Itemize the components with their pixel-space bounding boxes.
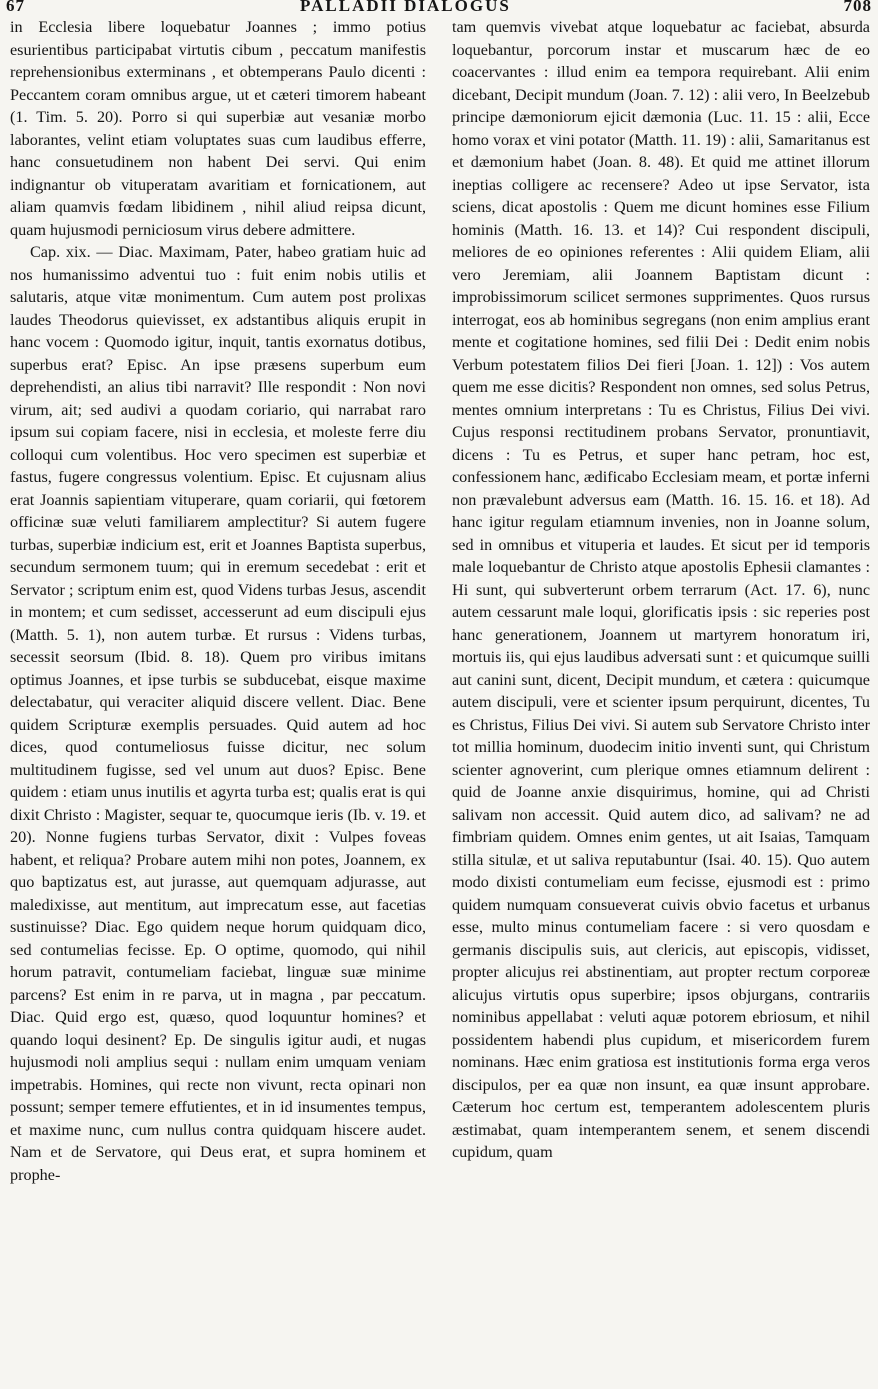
right-column [452,16,870,1386]
page-number-right: 708 [843,0,872,15]
left-paragraph-2: Cap. xix. — Diac. Maximam, Pater, habeo gratiam huic ad nos humanissimo adventui tuo : fuit enim nobis utilis et salutaris, atque vitæ monimentum. Cum autem post prolixas laudes Theodorus quievisset, ex adstantibus aliquis erupit in hanc vocem : Quomodo igitur, inquit, tantis exornatus dotibus, superbus erat? Episc. An ipse præsens superbum eum deprehendisti, an alius tibi narravit? Ille respondit : Non novi virum, ait; sed audivi a quodam coriario, qui narrabat raro ipsum sui copiam facere, nisi in ecclesia, et moleste ferre diu colloqui cum volentibus. Hoc vero specimen est superbiæ et fastus, fugere congressus volentium. Episc. Et cujusnam alius erat Joannis sapientiam vituperare, quam coriarii, qui fœtorem officinæ suæ veluti familiarem amplectitur? Si autem fugere turbas, superbiæ indicium est, erit et Joannes Baptista superbus, secundum sermonem tuum; qui in eremum secedebat : erit et Servator ; scriptum enim est, quod Videns turbas Jesus, ascendit in montem; et cum sedisset, accesserunt ad eum discipuli ejus (Matth. 5. 1), non autem turbæ. Et rursus : Videns turbas, secessit seorsum (Ibid. 8. 18). Quem pro viribus imitans optimus Joannes, et ipse turbis se subducebat, eisque maxime delectabatur, qui veraciter aliquid discere vellent. Diac. Bene quidem Scripturæ exemplis persuades. Quid autem ad hoc dices, quod contumeliosus fuisse dicitur, nec solum multitudinem fugisse, sed vel unum aut duos? Episc. Bene quidem : etiam unus inutilis et agyrta turba est; qualis erat is qui dixit Christo : Magister, sequar te, quocumque ieris (Ib. v. 19. et 20). Nonne fugiens turbas Servator, dixit : Vulpes foveas habent, et reliqua? Probare autem mihi non potes, Joannem, ex quo baptizatus est, aut jurasse, aut quemquam adjurasse, aut maledixisse, aut mentitum, aut imprecatum esse, aut facetias sustinuisse? Diac. Ego quidem neque horum quidquam dico, sed contumelias fecisse. Ep. O optime, quomodo, qui nihil horum patravit, contumeliam faciebat, linguæ suæ minime parcens? Est enim in re parva, ut in magna , par peccatum. Diac. Quid ergo est, quæso, quod loquuntur homines? et quando loqui desinent? Ep. De singulis igitur audi, et nugas hujusmodi noli amplius sequi : nullam enim umquam veniam impetrabis. Homines, qui recte non vivunt, recta opinari non possunt; semper temere effutientes, et in id insumentes tempus, et maxime nunc, cum nullus contra quidquam hiscere audet. Nam et de Servatore, qui Deus erat, et supra hominem et prophe- [10,243,426,1184]
running-title: PALLADII DIALOGUS [300,0,511,15]
page-number-left: 67 [6,0,25,15]
left-paragraph-1: in Ecclesia libere loquebatur Joannes ; immo potius esurientibus participabat virtutis cibum , peccatum manifestis reprehensionibus exterminans , et obtemperans Paulo dicenti : Peccantem coram omnibus argue, ut et cæteri timorem habeant (1. Tim. 5. 20). Porro si qui superbiæ aut vesaniæ morbo laborantes, velint etiam voluptates suas cum laudibus efferre, hanc consuetudinem non habent Dei servi. Qui enim indignantur ob vituperatam avaritiam et fornicationem, aut aliam quamvis fœdam libidinem , nihil aliud reipsa dicunt, quam hujusmodi perniciosum virus debere admittere. [10,18,426,239]
right-paragraph-1: tam quemvis vivebat atque loquebatur ac faciebat, absurda loquebantur, porcorum instar et muscarum hæc de eo coacervantes : illud enim ea tempora requirebant. Alii enim dicebant, Decipit mundum (Joan. 7. 12) : alii vero, In Beelzebub principe dæmoniorum ejicit dæmonia (Luc. 11. 15 : alii, Ecce homo vorax et vini potator (Matth. 11. 19) : alii, Samaritanus est et dæmonium habet (Joan. 8. 48). Et quid me attinet illorum ineptias colligere ac recensere? Adeo ut ipse Servator, ista sciens, dicat apostolis : Quem me dicunt homines esse Filium hominis (Matth. 16. 13. et 14)? Cui respondent discipuli, meliores de eo opiniones referentes : Alii quidem Eliam, alii vero Jeremiam, alii Joannem Baptistam dicunt : improbissimorum scilicet sermones supprimentes. Quos rursus interrogat, eos ab hominibus segregans (non enim amplius erant mente et cogitatione homines, sed filii Dei : Dedit enim nobis Verbum potestatem filios Dei fieri [Joan. 1. 12]) : Vos autem quem me esse dicitis? Respondent non omnes, sed solus Petrus, mentes omnium interpretans : Tu es Christus, Filius Dei vivi. Cujus responsi rectitudinem probans Servator, pronuntiavit, dicens : Tu es Petrus, et super hanc petram, hoc est, confessionem hanc, ædificabo Ecclesiam meam, et portæ inferni non prævalebunt adversus eam (Matth. 16. 15. 16. et 18). Ad hanc igitur regulam etiamnum invenies, non in Joanne solum, sed in omnibus et vituperia et laudes. Et sicut per id temporis male loquebantur de Christo atque apostolis Ephesii clamantes : Hi sunt, qui subverterunt orbem terrarum (Act. 17. 6), nunc autem cessarunt male loqui, glorificatis ipsis : sic reperies post hanc generationem, Joannem ut martyrem honoratum iri, mortuis iis, qui ejus laudibus adversati sunt : et quicumque suilli aut canini sunt, dicent, Decipit mundum, et cætera : quicumque autem discipuli, vere et scienter ipsum perquirunt, dicentes, Tu es Christus, Filius Dei vivi. Si autem sub Servatore Christo inter tot millia hominum, duodecim initio inventi sunt, qui Christum scienter agnoverint, cum plerique omnes etiamnum delirent : quid de Joanne anxie disquirimus, homine, qui ad Christi salivam non accessit. Quid autem dico, ad salivam? ne ad fimbriam quidem. Omnes enim gentes, ut ait Isaias, Tamquam stilla situlæ, et ut saliva reputabuntur (Isai. 40. 15). Quo autem modo dixisti contumeliam eum fecisse, ejusmodi est : primo quidem numquam consueverat cuivis obvio facetus et urbanus esse, multo minus contumeliam facere : si vero quosdam e germanis discipulis suis, aut clericis, aut episcopis, vidisset, propter alicujus rei abstinentiam, aut propter rectum corporeæ alicujus virtutis opus superbire; ipsos objurgans, contrariis nominibus appellabat : veluti aquæ potorem ebriosum, et nihil possidentem habendi plus cupidum, et misericordem furem nominans. Hæc enim gratiosa est institutionis forma erga veros discipulos, per ea quæ non insunt, ea quæ insunt approbare. Cæterum hoc certum est, temperantem adolescentem pluris æstimabat, quam intemperantem senem, et senem discendi cupidum, quam [452,18,870,1161]
left-column [10,16,426,1386]
